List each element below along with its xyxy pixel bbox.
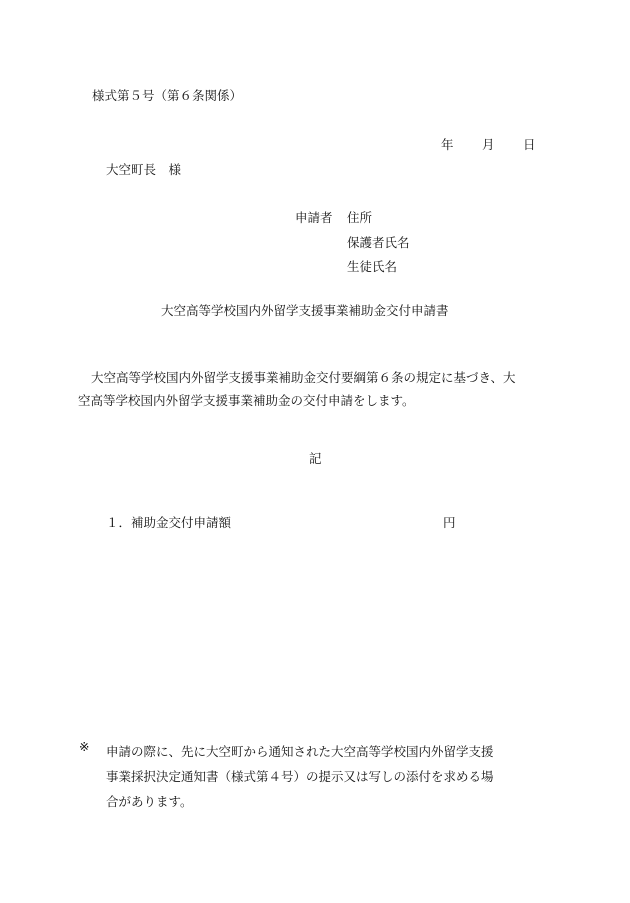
- form-number: 様式第５号（第６条関係）: [92, 88, 243, 103]
- note-line-1: 申請の際に、先に大空町から通知された大空高等学校国内外留学支援: [106, 744, 494, 759]
- body-paragraph: [78, 366, 550, 412]
- ki-heading: 記: [309, 451, 322, 466]
- document-title: 大空高等学校国内外留学支援事業補助金交付申請書: [161, 303, 449, 318]
- note-line-2: 事業採択決定通知書（様式第４号）の提示又は写しの添付を求める場: [106, 769, 494, 784]
- address-label: 住所: [347, 210, 373, 225]
- item-label: １．補助金交付申請額: [106, 515, 232, 530]
- note-body: [106, 739, 546, 814]
- date-month-label: 月: [482, 137, 495, 152]
- date-day-label: 日: [523, 137, 536, 152]
- guardian-name-label: 保護者氏名: [347, 235, 410, 250]
- applicant-label: 申請者: [295, 210, 333, 225]
- student-name-label: 生徒氏名: [347, 259, 398, 274]
- addressee: 大空町長 様: [106, 162, 182, 177]
- note-mark: ※: [79, 739, 90, 754]
- date-year-label: 年: [441, 137, 454, 152]
- item-unit: 円: [443, 515, 456, 530]
- note-line-3: 合があります。: [106, 794, 193, 809]
- body-line-2: 空高等学校国内外留学支援事業補助金の交付申請をします。: [78, 393, 415, 408]
- body-line-1: 大空高等学校国内外留学支援事業補助金交付要綱第６条の規定に基づき、大: [91, 370, 516, 385]
